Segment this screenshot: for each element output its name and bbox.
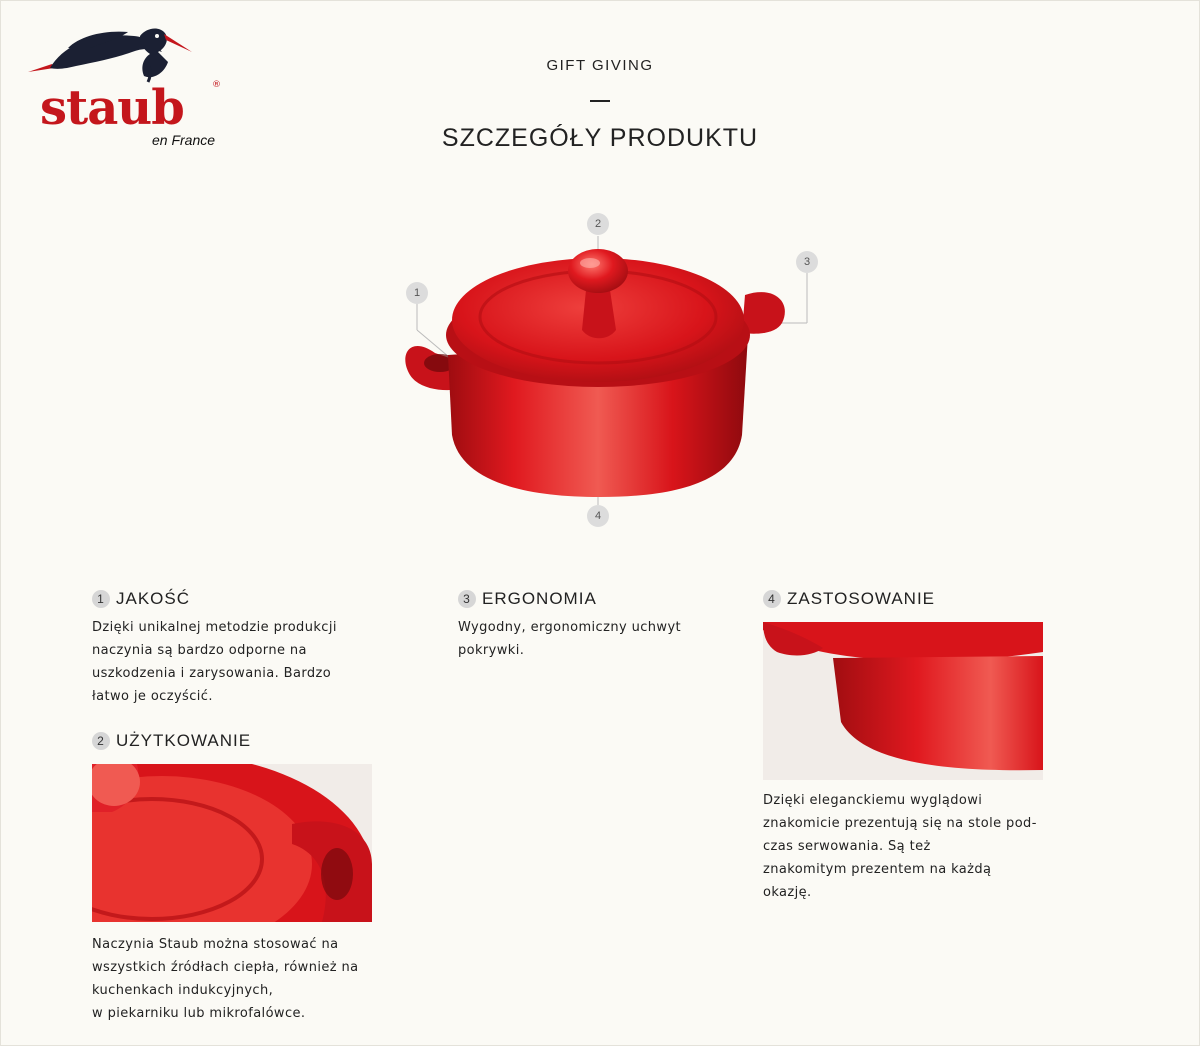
section-title: UŻYTKOWANIE (116, 731, 252, 750)
registered-mark: ® (212, 80, 221, 90)
callout-marker[interactable]: 1 (406, 282, 428, 304)
section-heading-quality (92, 589, 190, 609)
eyebrow-label: GIFT GIVING (546, 57, 654, 74)
body-closeup-photo (763, 622, 1043, 780)
section-number: 2 (92, 732, 110, 750)
callout-marker[interactable]: 4 (587, 505, 609, 527)
section-heading-usage (92, 731, 251, 751)
section-text-application: Dzięki eleganckiemu wyglądowi znakomicie prezentują się na stole pod- czas serwowania. Są też znakomitym prezentem na każdą okazję. (763, 793, 1037, 900)
section-number: 4 (763, 590, 781, 608)
section-heading-ergonomics (458, 589, 597, 609)
section-text-quality: Dzięki unikalnej metodzie produkcji naczynia są bardzo odporne na uszkodzenia i zarysowania. Bardzo łatwo je oczyścić. (92, 620, 337, 704)
section-number: 1 (92, 590, 110, 608)
cocotte-illustration (380, 205, 840, 535)
section-title: JAKOŚĆ (116, 589, 191, 608)
section-number: 3 (458, 590, 476, 608)
callout-marker[interactable]: 3 (796, 251, 818, 273)
section-heading-application (763, 589, 935, 609)
logo-wordmark: staub (40, 80, 184, 136)
lid-closeup-photo (92, 764, 372, 922)
header-divider (590, 100, 610, 102)
section-text-usage: Naczynia Staub można stosować na wszystkich źródłach ciepła, również na kuchenkach indukcyjnych, w piekarniku lub mikrofalówce. (92, 937, 359, 1021)
logo-tagline: en France (152, 132, 216, 148)
page-title: SZCZEGÓŁY PRODUKTU (441, 124, 759, 152)
section-title: ZASTOSOWANIE (787, 589, 936, 608)
callout-marker[interactable]: 2 (587, 213, 609, 235)
hero-product (380, 205, 840, 535)
section-text-ergonomics: Wygodny, ergonomiczny uchwyt pokrywki. (458, 620, 682, 658)
section-title: ERGONOMIA (482, 589, 597, 608)
